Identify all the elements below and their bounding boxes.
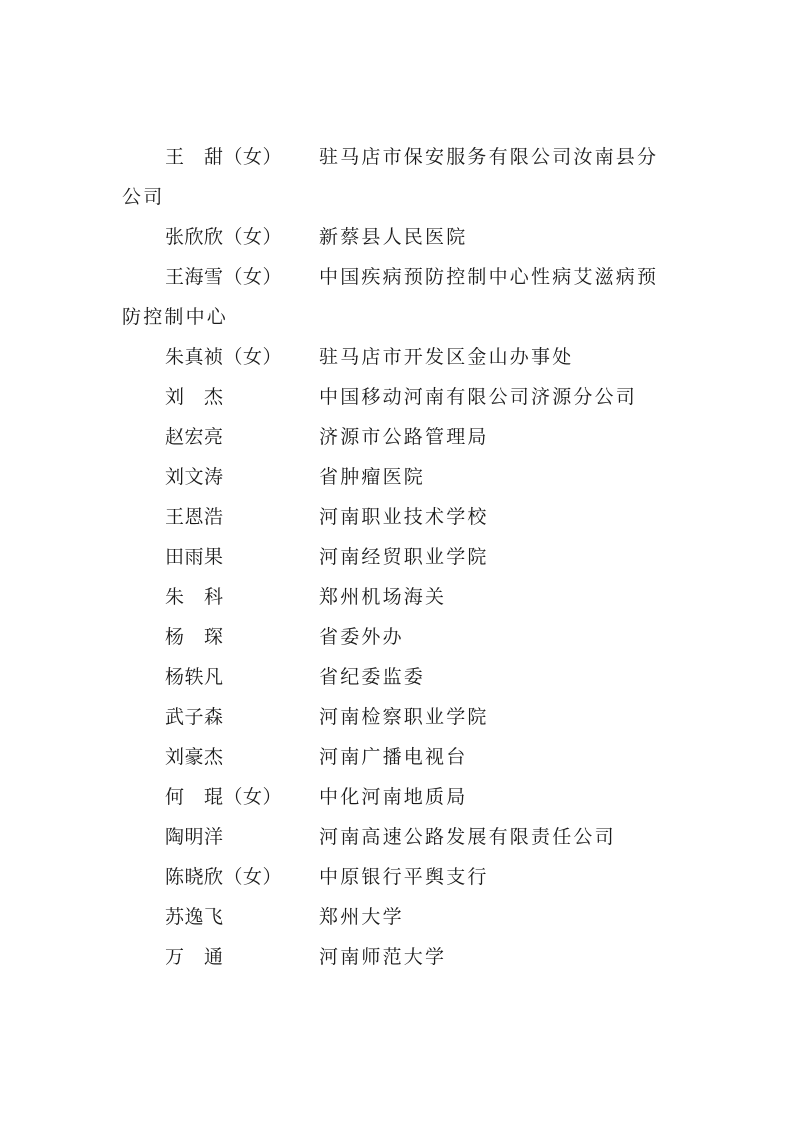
organization-continued: 防控制中心 [122, 306, 229, 328]
person-name: 苏逸飞 [165, 906, 224, 928]
organization: 驻马店市保安服务有限公司汝南县分 [319, 146, 659, 168]
organization: 济源市公路管理局 [319, 426, 489, 448]
organization: 河南师范大学 [319, 946, 447, 968]
organization: 郑州大学 [319, 906, 404, 928]
person-name: 赵宏亮 [165, 426, 224, 448]
list-item [0, 417, 793, 457]
organization: 省纪委监委 [319, 666, 426, 688]
list-item [0, 337, 793, 377]
organization: 河南检察职业学院 [319, 706, 489, 728]
list-item [0, 497, 793, 537]
list-item [0, 137, 793, 217]
organization: 河南经贸职业学院 [319, 546, 489, 568]
list-item [0, 377, 793, 417]
organization: 省肿瘤医院 [319, 466, 426, 488]
person-name: 杨 琛 [165, 626, 224, 648]
list-item [0, 217, 793, 257]
list-item [0, 817, 793, 857]
person-name: 陶明洋 [165, 826, 224, 848]
list-item [0, 777, 793, 817]
list-item [0, 537, 793, 577]
organization: 驻马店市开发区金山办事处 [319, 346, 574, 368]
organization: 中国疾病预防控制中心性病艾滋病预 [319, 266, 659, 288]
organization: 中化河南地质局 [319, 786, 468, 808]
person-name: 朱真祯（女） [165, 346, 283, 368]
list-item [0, 937, 793, 977]
person-name: 何 琨（女） [165, 786, 283, 808]
list-item [0, 617, 793, 657]
organization: 新蔡县人民医院 [319, 226, 468, 248]
person-name: 杨轶凡 [165, 666, 224, 688]
list-item [0, 897, 793, 937]
list-item [0, 737, 793, 777]
person-name: 王恩浩 [165, 506, 224, 528]
person-name: 刘文涛 [165, 466, 224, 488]
person-name: 陈晓欣（女） [165, 866, 283, 888]
organization: 郑州机场海关 [319, 586, 447, 608]
organization: 河南广播电视台 [319, 746, 468, 768]
person-name: 王 甜（女） [165, 146, 283, 168]
person-name: 武子森 [165, 706, 224, 728]
organization: 河南职业技术学校 [319, 506, 489, 528]
list-item [0, 257, 793, 337]
organization: 河南高速公路发展有限责任公司 [319, 826, 616, 848]
list-item [0, 657, 793, 697]
person-name: 朱 科 [165, 586, 224, 608]
person-name: 万 通 [165, 946, 224, 968]
person-name: 王海雪（女） [165, 266, 283, 288]
person-name: 田雨果 [165, 546, 224, 568]
organization: 中原银行平舆支行 [319, 866, 489, 888]
name-list [0, 137, 793, 977]
organization: 省委外办 [319, 626, 404, 648]
organization: 中国移动河南有限公司济源分公司 [319, 386, 638, 408]
person-name: 刘豪杰 [165, 746, 224, 768]
list-item [0, 457, 793, 497]
person-name: 张欣欣（女） [165, 226, 283, 248]
list-item [0, 857, 793, 897]
list-item [0, 697, 793, 737]
organization-continued: 公司 [122, 186, 165, 208]
list-item [0, 577, 793, 617]
person-name: 刘 杰 [165, 386, 224, 408]
